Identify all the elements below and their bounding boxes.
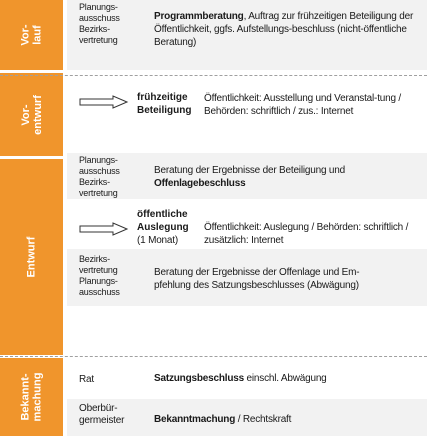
text-r7 (154, 413, 416, 426)
text-r3-bold: Offenlagebeschluss (154, 178, 246, 189)
phase-vorlauf (0, 0, 63, 70)
text-r6-rest: einschl. Abwägung (243, 373, 327, 384)
detail-r2: Öffentlichkeit: Ausstellung und Veranstal-tung / Behörden: schriftlich / zus.: Internet (204, 93, 402, 117)
text-r6 (154, 372, 416, 385)
arrow-right-icon (79, 95, 129, 109)
step-r4-sub: (1 Monat) (137, 235, 178, 246)
separator-bekanntmachung (0, 356, 427, 357)
detail-r4: Öffentlichkeit: Auslegung / Behörden: schriftlich / zusätzlich: Internet (204, 222, 409, 246)
actor-r3: Planungs- ausschuss Bezirks- vertretung (79, 155, 120, 198)
text-r3-line1: Beratung der Ergebnisse der Beteiligung und (154, 165, 345, 176)
actor-r5: Bezirks- vertretung Planungs- ausschuss (79, 254, 120, 297)
text-r6-bold: Satzungsbeschluss (154, 373, 244, 384)
actor-r6: Rat (79, 374, 94, 385)
text-r5: Beratung der Ergebnisse der Offenlage und Em-pfehlung des Satzungsbeschlusses (Abwägung) (154, 267, 360, 291)
text-r7-rest: / Rechtskraft (235, 414, 292, 425)
phase-entwurf (0, 159, 63, 355)
step-r2: frühzeitige Beteiligung (137, 92, 192, 116)
step-r4: öffentliche Auslegung (137, 209, 189, 233)
phase-vorentwurf-label: Vor- entwurf (19, 94, 44, 135)
phase-vorlauf-label: Vor- lauf (19, 24, 44, 46)
phase-bekanntmachung-label: Bekannt- machung (19, 372, 44, 422)
separator-vorlauf (0, 75, 427, 76)
arrow-right-icon (79, 222, 129, 236)
text-r1-rest: , Auftrag zur frühzeitigen Beteiligung der Öffentlichkeit, ggfs. Aufstellungs-beschluss (nicht-öffentliche Beratung) (154, 11, 414, 48)
phase-entwurf-label: Entwurf (25, 236, 38, 278)
text-r1 (154, 10, 416, 49)
phase-bekanntmachung (0, 358, 63, 436)
text-r7-bold: Bekanntmachung (154, 414, 236, 425)
phase-vorentwurf (0, 73, 63, 156)
actor-r1: Planungs- ausschuss Bezirks- vertretung (79, 2, 120, 45)
text-r3 (154, 164, 416, 190)
text-r1-bold: Programmberatung (154, 11, 244, 22)
actor-r7: Oberbür- germeister (79, 403, 125, 426)
